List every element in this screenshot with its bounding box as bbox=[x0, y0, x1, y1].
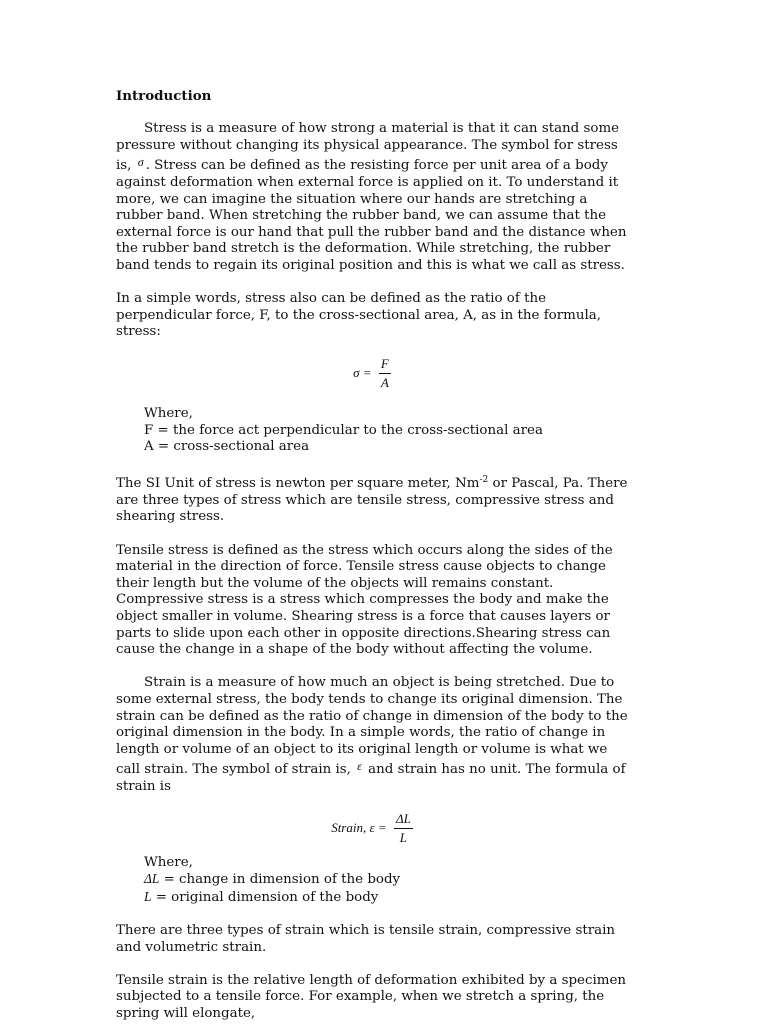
sigma-symbol: σ bbox=[137, 155, 144, 170]
formula-numerator: ΔL bbox=[394, 812, 413, 829]
paragraph-strain-types: There are three types of strain which is tensile strain, compressive strain and volumetric strain. bbox=[116, 922, 616, 955]
where-line bbox=[144, 889, 628, 907]
paragraph-stress-ratio: In a simple words, stress also can be defined as the ratio of the perpendicular force, F, to the cross-sectional area, A, as in the formula, stress: bbox=[116, 291, 601, 340]
paragraph-stress-types: Tensile stress is defined as the stress which occurs along the sides of the material in the direction of force. Tensile stress cause objects to change their length but the volume of the objects will remains constant. Compressive stress is a stress which compresses the body and make the object smaller in volume. Shearing stress is a force that causes layers or parts to slide upon each other in opposite directions.Shearing stress can cause the change in a shape of the body without affecting the volume. bbox=[116, 542, 613, 658]
delta-l-symbol: ΔL bbox=[144, 871, 160, 887]
paragraph-text: or Pascal, Pa. There are three types of stress which are tensile stress, compressive stress and shearing stress. bbox=[116, 476, 628, 525]
paragraph-text: . Stress can be defined as the resisting force per unit area of a body against deformation when external force is applied on it. To understand it more, we can imagine the situation where our hands are stretching a rubber band. When stretching the rubber band, we can assume that the external force is our hand that pull the rubber band and the distance when the rubber band stretch is the deformation. While stretching, the rubber band tends to regain its original position and this is what we call as stress. bbox=[116, 158, 627, 273]
where-line bbox=[144, 871, 628, 889]
formula-equals: = bbox=[378, 819, 386, 835]
where-line-text: = change in dimension of the body bbox=[159, 872, 401, 888]
formula-denominator: A bbox=[380, 374, 389, 390]
formula-lhs: σ bbox=[353, 365, 360, 381]
formula-numerator: F bbox=[379, 357, 391, 374]
strain-formula bbox=[116, 812, 628, 845]
paragraph-strain-intro bbox=[116, 675, 628, 795]
paragraph-text: The SI Unit of stress is newton per square meter, Nm bbox=[116, 476, 480, 492]
where-block-stress bbox=[144, 406, 628, 456]
paragraph-text: Strain is a measure of how much an object is being stretched. Due to some external stress, the body tends to change its original dimension. The strain can be defined as the ratio of change in dimension of the body to the original dimension in the body. In a simple words, the ratio of change in length or volume of an object to its original length or volume is what we call strain. The symbol of strain is, bbox=[116, 675, 628, 778]
paragraph-si-unit bbox=[116, 472, 628, 526]
where-label: Where, bbox=[144, 405, 193, 421]
formula-denominator: L bbox=[399, 829, 407, 845]
formula-fraction bbox=[394, 812, 413, 845]
where-label: Where, bbox=[144, 854, 193, 870]
formula-equals: = bbox=[363, 365, 371, 381]
where-line: F = the force act perpendicular to the cross-sectional area bbox=[144, 422, 543, 438]
paragraph-text: and strain has no unit. The formula of strain is bbox=[116, 762, 626, 794]
stress-formula bbox=[116, 357, 628, 390]
epsilon-symbol: ε bbox=[357, 759, 362, 774]
l-symbol: L bbox=[144, 888, 152, 904]
where-line-text: = original dimension of the body bbox=[151, 889, 379, 905]
where-line: A = cross-sectional area bbox=[144, 439, 310, 455]
superscript: -2 bbox=[479, 475, 489, 486]
paragraph-tensile-strain: Tensile strain is the relative length of deformation exhibited by a specimen subjected to a tensile force. For example, when we stretch a spring, the spring will elongate, bbox=[116, 972, 627, 1021]
section-heading: Introduction bbox=[116, 88, 212, 104]
where-block-strain bbox=[144, 855, 628, 907]
formula-fraction bbox=[379, 357, 391, 390]
paragraph-text: Stress is a measure of how strong a material is that it can stand some pressure without changing its physical appearance. The symbol for stress is, bbox=[116, 121, 620, 174]
paragraph-stress-intro bbox=[116, 121, 628, 274]
formula-lhs: Strain, ε bbox=[331, 819, 375, 835]
